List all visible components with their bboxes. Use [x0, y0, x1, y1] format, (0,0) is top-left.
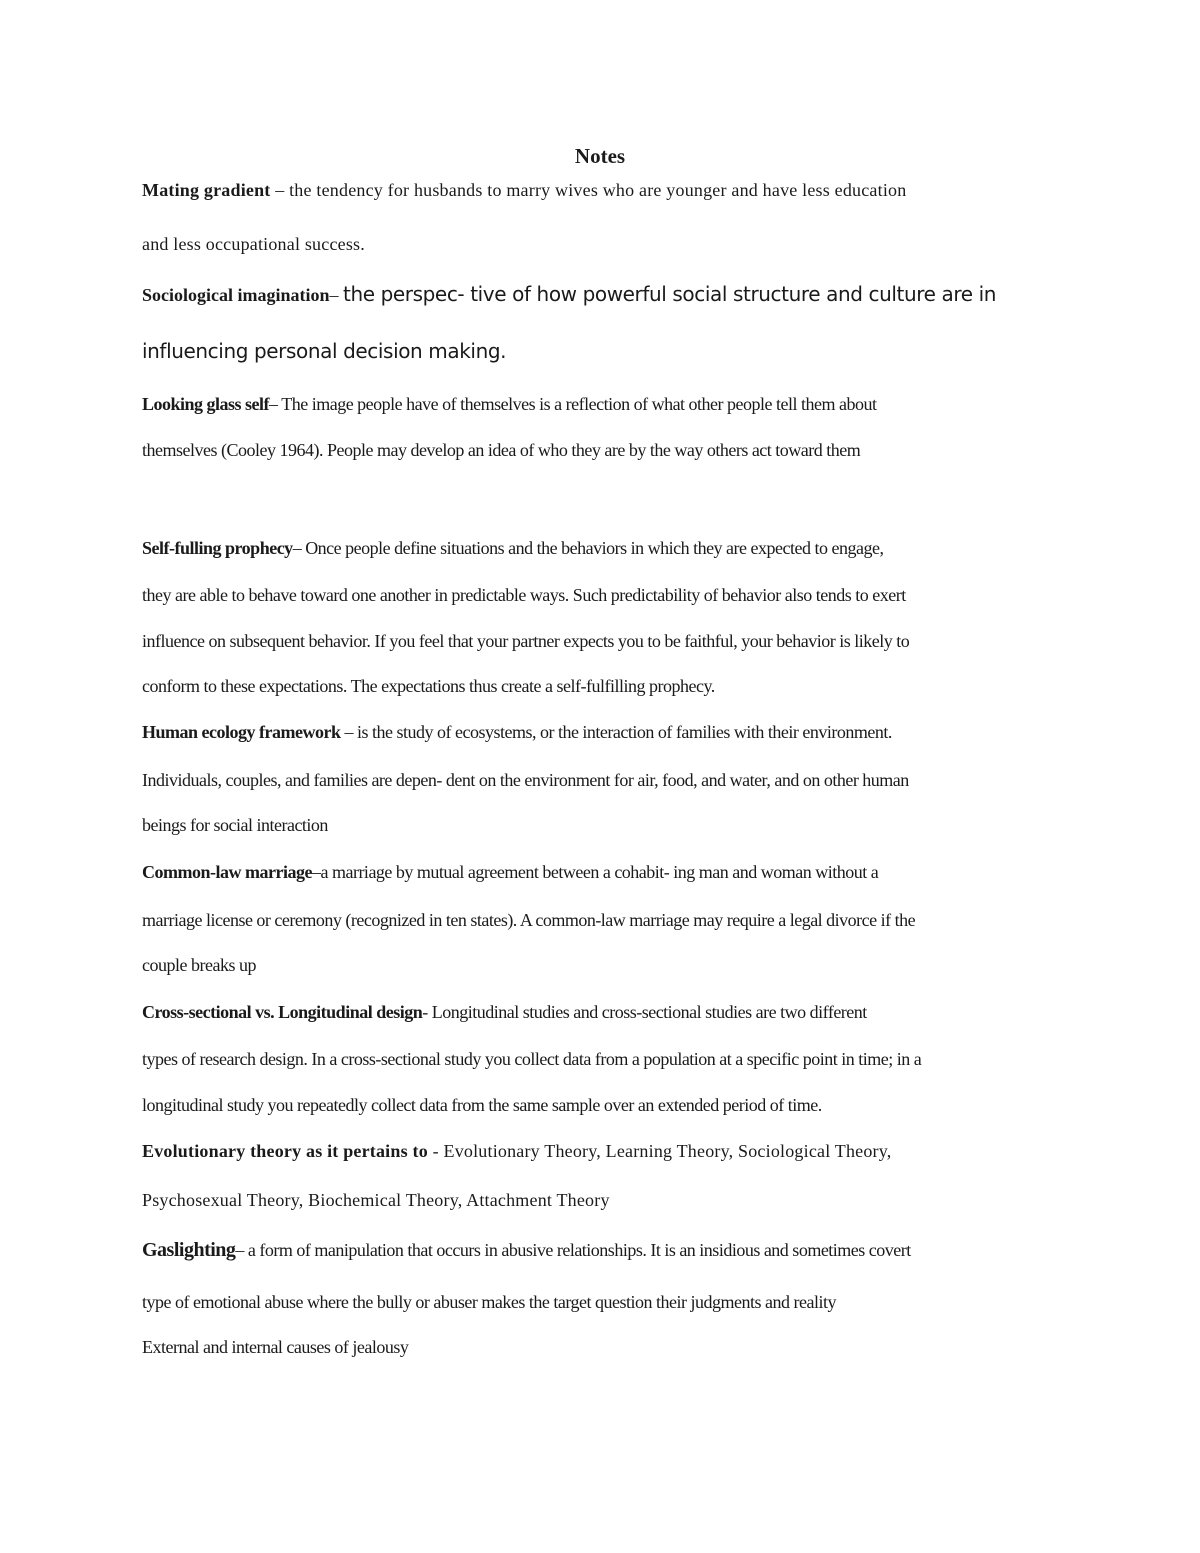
entry-gaslighting-line-1 — [142, 1238, 1072, 1262]
entry-cross-sectional-design-line-1 — [142, 1000, 1072, 1024]
entry-cross-sectional-design-line-2 — [142, 1047, 1072, 1071]
definition-text: Evolutionary Theory, Learning Theory, Sociological Theory, — [443, 1141, 892, 1161]
entry-mating-gradient-line-1 — [142, 178, 1072, 202]
entry-human-ecology-framework-line-2 — [142, 768, 1072, 792]
entry-looking-glass-self-line-2 — [142, 438, 1072, 462]
term-label: Self-fulling prophecy — [142, 538, 293, 558]
entry-self-fulling-prophecy-line-4 — [142, 674, 1072, 698]
entry-human-ecology-framework-line-1 — [142, 720, 1072, 744]
definition-text: types of research design. In a cross-sectional study you collect data from a population at a specific point in time; in a — [142, 1049, 922, 1069]
term-label: Human ecology framework — [142, 722, 341, 742]
definition-text: they are able to behave toward one another in predictable ways. Such predictability of behavior also tends to exert — [142, 585, 906, 605]
definition-text: is the study of ecosystems, or the interaction of families with their environment. — [356, 722, 892, 742]
term-separator: – — [269, 394, 282, 414]
term-separator: – — [235, 1240, 248, 1260]
term-label: Cross-sectional vs. Longitudinal design — [142, 1002, 423, 1022]
term-separator: – — [270, 180, 290, 200]
definition-text: a marriage by mutual agreement between a cohabit- ing man and woman without a — [320, 862, 879, 882]
definition-text: and less occupational success. — [142, 234, 365, 254]
definition-text: longitudinal study you repeatedly collect data from the same sample over an extended period of time. — [142, 1095, 822, 1115]
term-label: Mating gradient — [142, 180, 271, 200]
term-separator: – — [292, 538, 306, 558]
definition-text: marriage license or ceremony (recognized in ten states). A common-law marriage may require a legal divorce if the — [142, 910, 916, 930]
definition-text: influencing personal decision making. — [142, 339, 507, 363]
definition-text: a form of manipulation that occurs in abusive relationships. It is an insidious and sometimes covert — [247, 1240, 911, 1260]
term-label: Common-law marriage — [142, 862, 312, 882]
term-separator: - — [422, 1002, 432, 1022]
entry-looking-glass-self-line-1 — [142, 392, 1072, 416]
term-label: Sociological imagination — [142, 285, 330, 305]
entry-gaslighting-line-2 — [142, 1290, 1072, 1314]
entry-human-ecology-framework-line-3 — [142, 813, 1072, 837]
entry-evolutionary-theory-line-2 — [142, 1188, 1072, 1212]
term-label: Gaslighting — [142, 1239, 236, 1261]
page-title: Notes — [574, 144, 626, 168]
entry-common-law-marriage-line-3 — [142, 953, 1072, 977]
term-separator: – — [311, 862, 321, 882]
definition-text: type of emotional abuse where the bully or abuser makes the target question their judgments and reality — [142, 1292, 836, 1312]
entry-common-law-marriage-line-1 — [142, 860, 1072, 884]
entry-cross-sectional-design-line-3 — [142, 1093, 1072, 1117]
definition-text: influence on subsequent behavior. If you feel that your partner expects you to be faithful, your behavior is likely to — [142, 631, 910, 651]
definition-text: Longitudinal studies and cross-sectional studies are two different — [431, 1002, 867, 1022]
term-separator: – — [329, 285, 344, 305]
entry-self-fulling-prophecy-line-2 — [142, 583, 1072, 607]
entry-self-fulling-prophecy-line-3 — [142, 629, 1072, 653]
entry-evolutionary-theory-line-1 — [142, 1139, 1072, 1163]
definition-text: The image people have of themselves is a reflection of what other people tell them about — [281, 394, 877, 414]
definition-text: the perspec- tive of how powerful social structure and culture are in — [343, 282, 997, 306]
definition-text: Psychosexual Theory, Biochemical Theory, Attachment Theory — [142, 1190, 610, 1210]
term-label: Evolutionary theory as it pertains to — [142, 1141, 428, 1161]
definition-text: conform to these expectations. The expectations thus create a self-fulfilling prophecy. — [142, 676, 715, 696]
term-label: Looking glass self — [142, 394, 270, 414]
definition-text: Individuals, couples, and families are depen- dent on the environment for air, food, and water, and on other human — [142, 770, 909, 790]
entry-sociological-imagination-line-2 — [142, 337, 1072, 365]
entry-self-fulling-prophecy-line-1 — [142, 536, 1072, 560]
definition-text: beings for social interaction — [142, 815, 328, 835]
definition-text: the tendency for husbands to marry wives who are younger and have less education — [289, 180, 907, 200]
definition-text: themselves (Cooley 1964). People may develop an idea of who they are by the way others act toward them — [142, 440, 861, 460]
definition-text: Once people define situations and the behaviors in which they are expected to engage, — [305, 538, 884, 558]
definition-text: couple breaks up — [142, 955, 256, 975]
closing-line: External and internal causes of jealousy — [142, 1337, 409, 1357]
entry-sociological-imagination-line-1 — [142, 282, 1072, 307]
term-separator: – — [340, 722, 357, 742]
entry-common-law-marriage-line-2 — [142, 908, 1072, 932]
entry-mating-gradient-line-2 — [142, 232, 1072, 256]
term-separator: - — [427, 1141, 444, 1161]
